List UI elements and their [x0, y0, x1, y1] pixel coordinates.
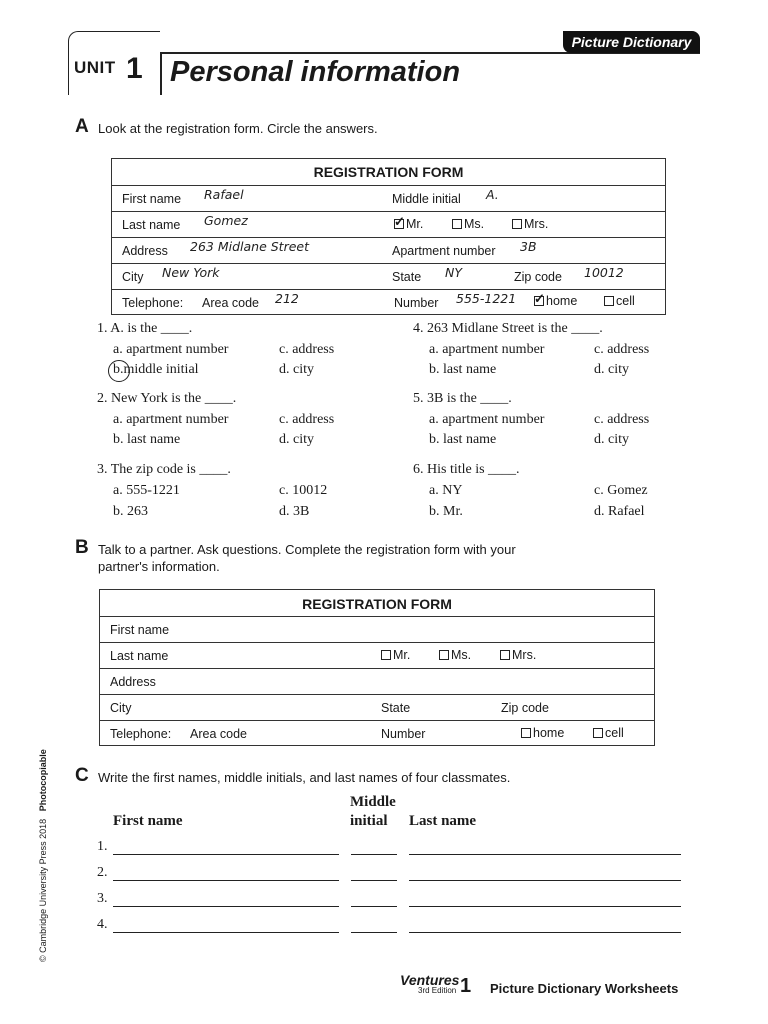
city-value: New York [162, 265, 220, 280]
footer-level-number: 1 [460, 975, 472, 997]
col-middle-line2: initial [350, 813, 388, 829]
q3-option-d[interactable]: d. 3B [279, 504, 310, 519]
unit-label: UNIT [74, 58, 116, 77]
b-telephone-label: Telephone: [110, 727, 172, 741]
registration-form-a [111, 158, 666, 315]
last-name-label: Last name [122, 218, 181, 232]
first-name-value: Rafael [204, 187, 244, 202]
unit-divider [160, 52, 162, 95]
row-number: 2. [97, 865, 108, 880]
q4-option-d[interactable]: d. city [594, 362, 629, 377]
city-label: City [122, 270, 144, 284]
q5-option-b[interactable]: b. last name [429, 432, 497, 447]
q5-option-c[interactable]: c. address [594, 412, 650, 427]
photocopiable: Photocopiable [38, 749, 48, 812]
home-checkbox[interactable] [534, 296, 544, 306]
b-phone-home: home [521, 726, 564, 740]
first-name-line[interactable] [113, 880, 339, 881]
last-name-line[interactable] [409, 906, 681, 907]
q2-option-a[interactable]: a. apartment number [113, 412, 229, 427]
section-c-letter: C [75, 765, 89, 786]
ms-checkbox[interactable] [452, 219, 462, 229]
question-6: 6. His title is ____. [413, 462, 520, 477]
last-name-line[interactable] [409, 854, 681, 855]
middle-initial-line[interactable] [351, 880, 397, 881]
question-2: 2. New York is the ____. [97, 391, 237, 406]
middle-initial-line[interactable] [351, 854, 397, 855]
title-mrs: Mrs. [512, 217, 548, 231]
b-home-checkbox[interactable] [521, 728, 531, 738]
middle-initial-line[interactable] [351, 932, 397, 933]
address-label: Address [122, 244, 168, 258]
section-c-instruction: Write the first names, middle initials, and last names of four classmates. [98, 770, 511, 785]
telephone-label: Telephone: [122, 296, 184, 310]
form-b-title: REGISTRATION FORM [302, 596, 452, 612]
edition-label: 3rd Edition [418, 986, 457, 995]
question-5: 5. 3B is the ____. [413, 391, 512, 406]
number-label: Number [394, 296, 439, 310]
zip-code-label: Zip code [514, 270, 562, 284]
mr-checkbox[interactable] [394, 219, 404, 229]
first-name-line[interactable] [113, 932, 339, 933]
q6-option-a[interactable]: a. NY [429, 483, 463, 498]
b-last-name-label: Last name [110, 649, 169, 663]
q3-option-b[interactable]: b. 263 [113, 504, 148, 519]
title-ms: Ms. [452, 217, 484, 231]
b-phone-cell: cell [593, 726, 624, 740]
q1-option-a[interactable]: a. apartment number [113, 342, 229, 357]
page-title: Personal information [170, 56, 461, 88]
b-first-name-label: First name [110, 623, 170, 637]
zip-code-value: 10012 [584, 265, 624, 280]
section-b-instruction-line2: partner's information. [98, 559, 220, 574]
question-3: 3. The zip code is ____. [97, 462, 231, 477]
state-label: State [392, 270, 422, 284]
q1-option-c[interactable]: c. address [279, 342, 335, 357]
col-middle-line1: Middle [350, 794, 396, 810]
state-value: NY [445, 265, 462, 280]
b-title-mr: Mr. [381, 648, 410, 662]
answer-circle [108, 360, 130, 382]
b-mr-checkbox[interactable] [381, 650, 391, 660]
q5-option-d[interactable]: d. city [594, 432, 629, 447]
question-1: 1. A. is the ____. [97, 321, 193, 336]
ventures-logo: Ventures [400, 972, 460, 988]
area-code-label: Area code [202, 296, 259, 310]
q1-option-d[interactable]: d. city [279, 362, 314, 377]
q2-option-d[interactable]: d. city [279, 432, 314, 447]
q2-option-c[interactable]: c. address [279, 412, 335, 427]
mrs-checkbox[interactable] [512, 219, 522, 229]
cell-checkbox[interactable] [604, 296, 614, 306]
picture-dictionary-tab: Picture Dictionary [563, 31, 700, 53]
q4-option-c[interactable]: c. address [594, 342, 650, 357]
col-last-name: Last name [409, 813, 477, 829]
section-b-letter: B [75, 537, 89, 558]
b-title-ms: Ms. [439, 648, 471, 662]
section-a-instruction: Look at the registration form. Circle the answers. [98, 121, 378, 136]
b-mrs-checkbox[interactable] [500, 650, 510, 660]
last-name-line[interactable] [409, 880, 681, 881]
q3-option-a[interactable]: a. 555-1221 [113, 483, 180, 498]
phone-cell: cell [604, 294, 635, 308]
q3-option-c[interactable]: c. 10012 [279, 483, 328, 498]
b-title-mrs: Mrs. [500, 648, 536, 662]
registration-form-b [99, 589, 655, 746]
phone-home: ✓ home [534, 294, 577, 308]
q5-option-a[interactable]: a. apartment number [429, 412, 545, 427]
b-zip-code-label: Zip code [501, 701, 549, 715]
first-name-line[interactable] [113, 906, 339, 907]
q1-option-b[interactable]: b.middle initial [113, 362, 199, 377]
middle-initial-label: Middle initial [392, 192, 461, 206]
number-value: 555-1221 [456, 291, 517, 306]
row-number: 3. [97, 891, 108, 906]
q6-option-c[interactable]: c. Gomez [594, 483, 648, 498]
row-number: 4. [97, 917, 108, 932]
q2-option-b[interactable]: b. last name [113, 432, 181, 447]
unit-number: 1 [126, 52, 143, 85]
row-number: 1. [97, 839, 108, 854]
section-b-instruction-line1: Talk to a partner. Ask questions. Complete the registration form with your [98, 542, 516, 557]
b-city-label: City [110, 701, 132, 715]
b-state-label: State [381, 701, 411, 715]
q6-option-b[interactable]: b. Mr. [429, 504, 463, 519]
b-cell-checkbox[interactable] [593, 728, 603, 738]
first-name-label: First name [122, 192, 182, 206]
apartment-number-label: Apartment number [392, 244, 496, 258]
title-mr: ✓ Mr. [394, 217, 423, 231]
copyright: © Cambridge University Press 2018 [38, 818, 48, 962]
col-first-name: First name [113, 813, 183, 829]
last-name-line[interactable] [409, 932, 681, 933]
form-a-title: REGISTRATION FORM [313, 164, 464, 180]
b-address-label: Address [110, 675, 156, 689]
middle-initial-line[interactable] [351, 906, 397, 907]
first-name-line[interactable] [113, 854, 339, 855]
footer-title: Picture Dictionary Worksheets [490, 981, 679, 996]
question-4: 4. 263 Midlane Street is the ____. [413, 321, 603, 336]
middle-initial-value: A. [486, 187, 499, 202]
section-a-letter: A [75, 116, 89, 137]
b-area-code-label: Area code [190, 727, 247, 741]
b-number-label: Number [381, 727, 426, 741]
last-name-value: Gomez [204, 213, 248, 228]
b-ms-checkbox[interactable] [439, 650, 449, 660]
q6-option-d[interactable]: d. Rafael [594, 504, 645, 519]
q4-option-b[interactable]: b. last name [429, 362, 497, 377]
address-value: 263 Midlane Street [190, 239, 310, 254]
area-code-value: 212 [275, 291, 299, 306]
copyright-sidebar [38, 749, 48, 962]
apartment-number-value: 3B [520, 239, 537, 254]
q4-option-a[interactable]: a. apartment number [429, 342, 545, 357]
